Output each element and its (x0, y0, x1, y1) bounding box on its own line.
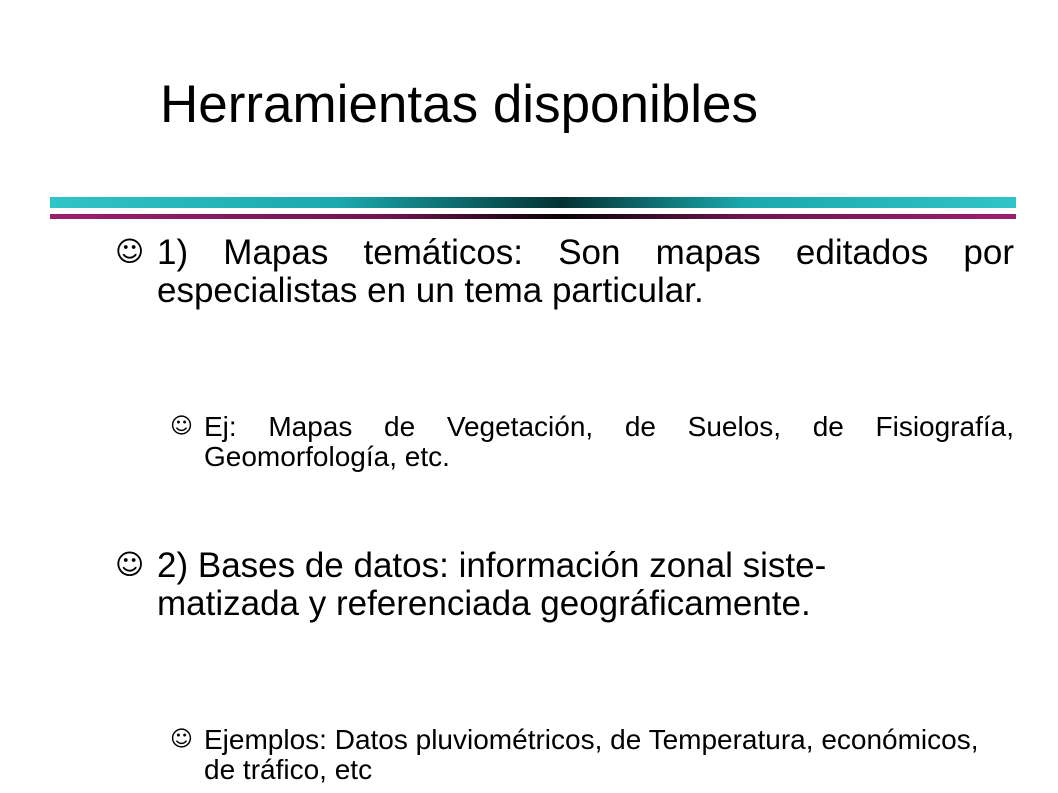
smiley-bullet-icon: ☺ (170, 414, 193, 439)
sub-bullet-text: Ej: Mapas de Vegetación, de Suelos, de Fisiografía, Geomorfología, etc. (204, 411, 1014, 472)
bullet-text: 2) Bases de datos: información zonal siste-matizada y referenciada geográficamente. (157, 546, 827, 623)
smiley-bullet-icon: ☺ (115, 548, 145, 581)
slide-title: Herramientas disponibles (160, 75, 759, 134)
bullet-text: 1) Mapas temáticos: Son mapas editados por especialistas en un tema particular. (157, 233, 1014, 310)
sub-bullet-text: Ejemplos: Datos pluviométricos, de Temperatura, económicos, de tráfico, etc (204, 724, 979, 785)
title-divider-magenta (50, 214, 1016, 219)
title-divider-teal (50, 197, 1016, 208)
smiley-bullet-icon: ☺ (170, 727, 193, 752)
smiley-bullet-icon: ☺ (115, 235, 145, 268)
